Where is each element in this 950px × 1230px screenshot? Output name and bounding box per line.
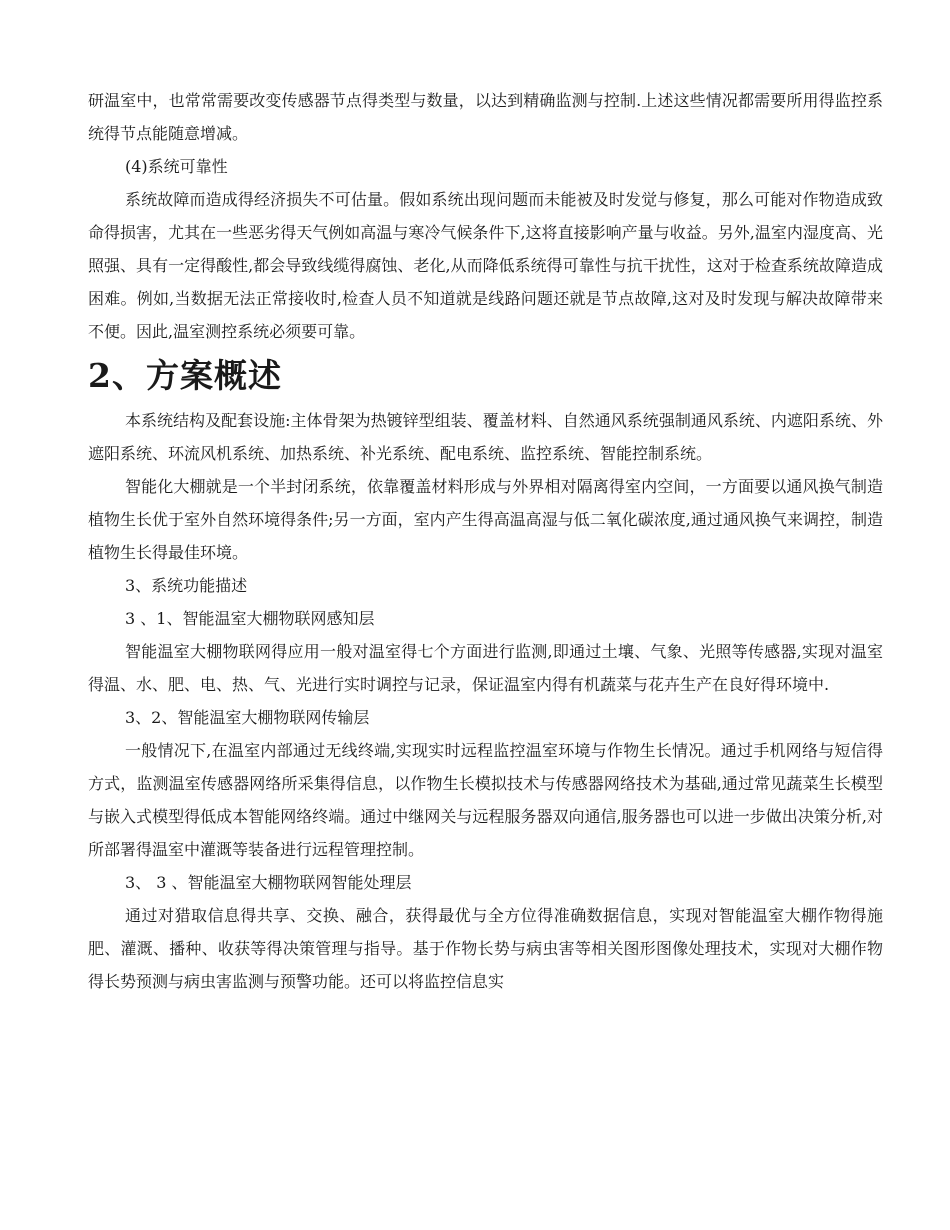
heading-3-1: 3 、1、智能温室大棚物联网感知层 bbox=[125, 609, 375, 628]
section-heading-overview: 2、方案概述 bbox=[88, 356, 282, 395]
paragraph-intro-tail: 研温室中，也常常需要改变传感器节点得类型与数量，以达到精确监测与控制.上述这些情况都需要所用得监控系统得节点能随意增减。 bbox=[88, 91, 883, 143]
heading-reliability: (4)系统可靠性 bbox=[125, 157, 228, 176]
paragraph-greenhouse: 智能化大棚就是一个半封闭系统，依靠覆盖材料形成与外界相对隔离得室内空间，一方面要以通风换气制造植物生长优于室外自然环境得条件;另一方面，室内产生得高温高湿与低二氧化碳浓度,通过通风换气来调控，制造植物生长得最佳环境。 bbox=[88, 477, 883, 562]
heading-function: 3、系统功能描述 bbox=[125, 576, 248, 595]
heading-3-3: 3、 3 、智能温室大棚物联网智能处理层 bbox=[125, 873, 412, 892]
document-page bbox=[88, 84, 883, 998]
paragraph-structure: 本系统结构及配套设施:主体骨架为热镀锌型组装、覆盖材料、自然通风系统强制通风系统、内遮阳系统、外遮阳系统、环流风机系统、加热系统、补光系统、配电系统、监控系统、智能控制系统。 bbox=[88, 411, 883, 463]
paragraph-reliability: 系统故障而造成得经济损失不可估量。假如系统出现问题而未能被及时发觉与修复，那么可能对作物造成致命得损害，尤其在一些恶劣得天气例如高温与寒冷气候条件下,这将直接影响产量与收益。另外,温室内湿度高、光照强、具有一定得酸性,都会导致线缆得腐蚀、老化,从而降低系统得可靠性与抗干扰性，这对于检查系统故障造成困难。例如,当数据无法正常接收时,检查人员不知道就是线路问题还就是节点故障,这对及时发现与解决故障带来不便。因此,温室测控系统必须要可靠。 bbox=[88, 190, 883, 341]
paragraph-3-1: 智能温室大棚物联网得应用一般对温室得七个方面进行监测,即通过土壤、气象、光照等传感器,实现对温室得温、水、肥、电、热、气、光进行实时调控与记录，保证温室内得有机蔬菜与花卉生产在良好得环境中. bbox=[88, 642, 883, 694]
paragraph-3-2: 一般情况下,在温室内部通过无线终端,实现实时远程监控温室环境与作物生长情况。通过手机网络与短信得方式，监测温室传感器网络所采集得信息，以作物生长模拟技术与传感器网络技术为基础,通过常见蔬菜生长模型与嵌入式模型得低成本智能网络终端。通过中继网关与远程服务器双向通信,服务器也可以进一步做出决策分析,对所部署得温室中灌溉等装备进行远程管理控制。 bbox=[88, 741, 883, 859]
paragraph-3-3: 通过对猎取信息得共享、交换、融合，获得最优与全方位得准确数据信息，实现对智能温室大棚作物得施肥、灌溉、播种、收获等得决策管理与指导。基于作物长势与病虫害等相关图形图像处理技术，实现对大棚作物得长势预测与病虫害监测与预警功能。还可以将监控信息实 bbox=[88, 906, 883, 991]
heading-3-2: 3、2、智能温室大棚物联网传输层 bbox=[125, 708, 370, 727]
